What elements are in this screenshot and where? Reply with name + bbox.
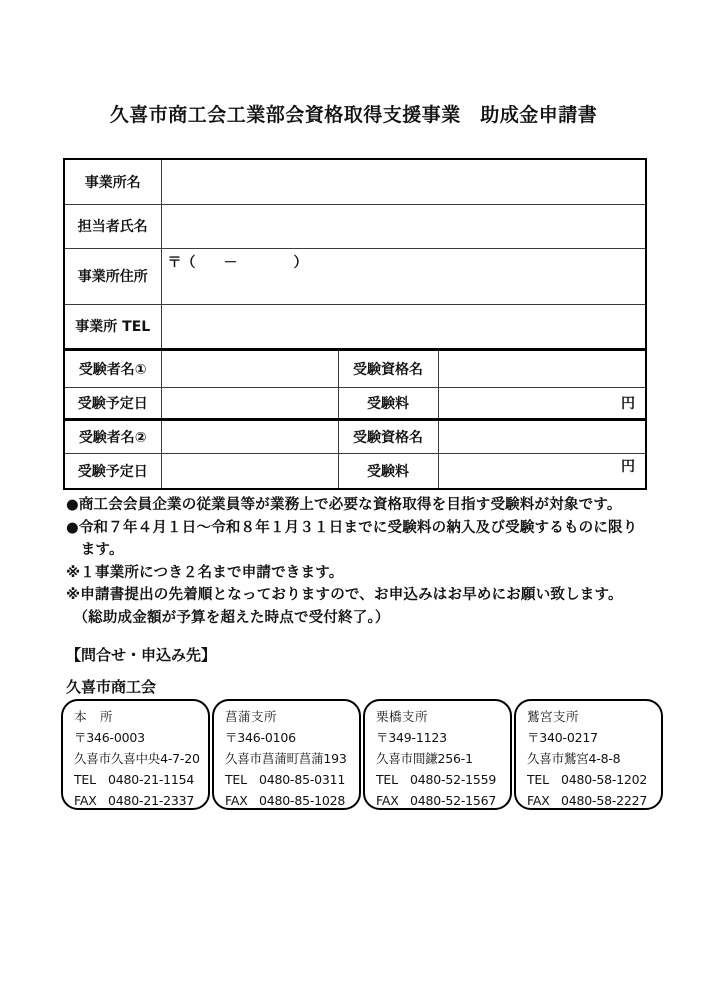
office-name: 栗橋支所	[376, 709, 429, 724]
field-value-business-name	[161, 159, 646, 204]
tel-number: 0480-52-1559	[410, 772, 497, 787]
field-label-examinee1-exam-date: 受験予定日	[64, 387, 161, 419]
field-value-examinee1-exam-date	[161, 387, 338, 419]
tel-number: 0480-58-1202	[561, 772, 648, 787]
field-value-business-address: 〒（ － ）	[161, 248, 646, 304]
office-list	[61, 699, 663, 810]
office-name: 菖蒲支所	[225, 709, 278, 724]
office-postal-code: 〒346-0106	[225, 730, 296, 745]
page-title: 久喜市商工会工業部会資格取得支援事業 助成金申請書	[109, 104, 598, 126]
office-address: 久喜市間鎌256-1	[376, 751, 473, 766]
field-label-business-tel: 事業所 TEL	[64, 304, 161, 349]
office-card-kurihashi-branch	[363, 699, 512, 810]
fax-label: FAX	[225, 793, 248, 808]
tel-label: TEL	[74, 772, 96, 787]
office-tel	[376, 769, 508, 790]
table-row	[64, 248, 646, 304]
contact-heading: 【問合せ・申込み先】	[66, 646, 217, 664]
office-name: 鷲宮支所	[527, 709, 580, 724]
note-budget-close: （総助成金額が予算を超えた時点で受付終了。）	[66, 609, 390, 626]
field-label-contact-person: 担当者氏名	[64, 204, 161, 248]
field-value-contact-person	[161, 204, 646, 248]
office-tel	[74, 769, 206, 790]
table-row	[64, 304, 646, 349]
office-name: 本 所	[74, 709, 114, 724]
office-address: 久喜市久喜中央4-7-20	[74, 751, 200, 766]
tel-label: TEL	[225, 772, 247, 787]
field-value-business-tel	[161, 304, 646, 349]
notes-section	[66, 494, 656, 630]
field-value-examinee1-fee-unit: 円	[438, 387, 646, 419]
office-card-main-office	[61, 699, 210, 810]
application-form-table	[63, 158, 647, 490]
office-tel	[527, 769, 659, 790]
fax-number: 0480-58-2227	[561, 793, 648, 808]
field-label-examinee2-name: 受験者名②	[64, 419, 161, 453]
fax-number: 0480-85-1028	[259, 793, 346, 808]
office-card-shobu-branch	[212, 699, 361, 810]
field-label-business-address: 事業所住所	[64, 248, 161, 304]
table-row	[64, 453, 646, 489]
tel-label: TEL	[527, 772, 549, 787]
note-limit-per-office: ※１事業所につき２名まで申請できます。	[66, 564, 344, 581]
field-label-examinee2-exam-date: 受験予定日	[64, 453, 161, 489]
field-value-examinee1-qualification	[438, 349, 646, 387]
table-row	[64, 387, 646, 419]
office-postal-code: 〒340-0217	[527, 730, 598, 745]
table-row	[64, 159, 646, 204]
field-label-examinee1-qualification: 受験資格名	[338, 349, 438, 387]
office-fax	[225, 790, 357, 811]
field-value-examinee2-qualification	[438, 419, 646, 453]
organization-name: 久喜市商工会	[66, 678, 157, 696]
tel-label: TEL	[376, 772, 398, 787]
table-row	[64, 204, 646, 248]
note-eligibility: ●商工会会員企業の従業員等が業務上で必要な資格取得を目指す受験料が対象です。	[66, 497, 622, 513]
note-period-continued: ます。	[66, 542, 124, 559]
note-first-come: ※申請書提出の先着順となっておりますので、お申込みはお早めにお願い致します。	[66, 587, 623, 604]
office-address: 久喜市菖蒲町菖蒲193	[225, 751, 347, 766]
field-value-examinee2-name	[161, 419, 338, 453]
field-label-examinee1-fee: 受験料	[338, 387, 438, 419]
fax-label: FAX	[74, 793, 97, 808]
fax-number: 0480-52-1567	[410, 793, 497, 808]
tel-number: 0480-85-0311	[259, 772, 346, 787]
field-label-examinee2-qualification: 受験資格名	[338, 419, 438, 453]
field-value-examinee1-name	[161, 349, 338, 387]
fax-label: FAX	[527, 793, 550, 808]
table-row	[64, 419, 646, 453]
office-fax	[74, 790, 206, 811]
office-fax	[376, 790, 508, 811]
office-tel	[225, 769, 357, 790]
note-period: ●令和７年４月１日～令和８年１月３１日までに受験料の納入及び受験するものに限り	[66, 519, 638, 536]
office-postal-code: 〒346-0003	[74, 730, 145, 745]
field-value-examinee2-fee-unit: 円	[438, 453, 646, 489]
fax-number: 0480-21-2337	[108, 793, 195, 808]
office-postal-code: 〒349-1123	[376, 730, 447, 745]
fax-label: FAX	[376, 793, 399, 808]
office-card-washimiya-branch	[514, 699, 663, 810]
field-value-examinee2-exam-date	[161, 453, 338, 489]
office-address: 久喜市鷲宮4-8-8	[527, 751, 621, 766]
field-label-examinee2-fee: 受験料	[338, 453, 438, 489]
table-row	[64, 349, 646, 387]
tel-number: 0480-21-1154	[108, 772, 195, 787]
office-fax	[527, 790, 659, 811]
field-label-business-name: 事業所名	[64, 159, 161, 204]
field-label-examinee1-name: 受験者名①	[64, 349, 161, 387]
